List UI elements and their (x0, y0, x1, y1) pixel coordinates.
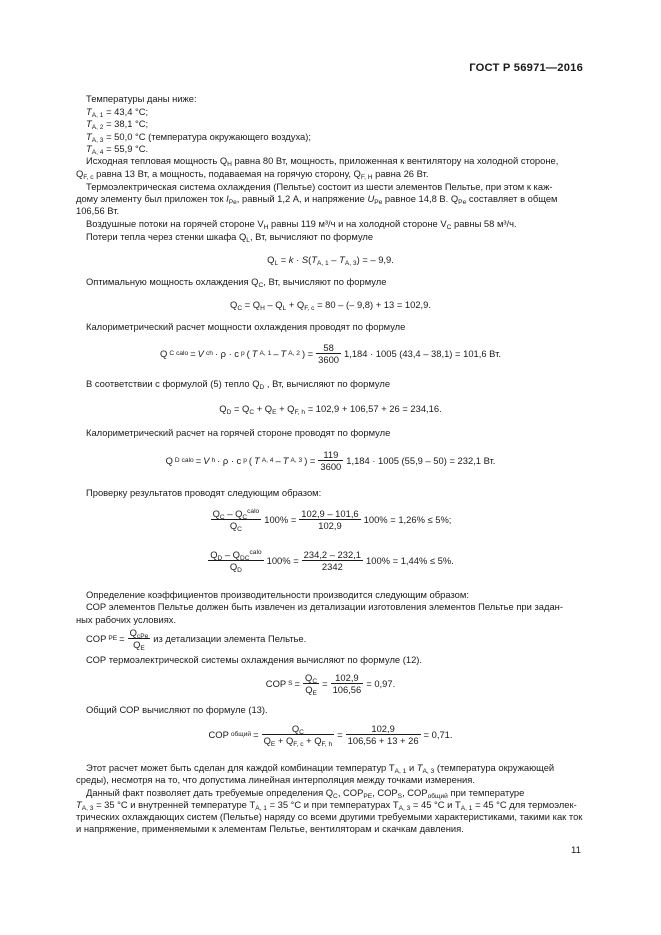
para-peltier-2: дому элементу был приложен ток $I_{Pe}$, равный 1,2 А, и напряжение $U_{Pe}$ равное 14,8 В. $Q_{Pe}$ составляет в общем (76, 193, 558, 206)
para-fact: Данный факт позволяет дать требуемые определения $Q_C$, $COP_{PE}$, $COP_S$, $COP_{общий}$ при температуре (86, 787, 525, 800)
para-peltier: Термоэлектрическая система охлаждения (Пельтье) состоит из шести элементов Пельтье, при этом к каж- (86, 181, 553, 192)
para-check: Проверку результатов проводят следующим образом: (86, 487, 322, 498)
para-cop-definition: Определение коэффициентов производительности производится следующим образом: (86, 589, 469, 600)
para-cooling: Оптимальную мощность охлаждения $Q_C$, Вт, вычисляют по формуле (86, 276, 387, 289)
equation-3: Q C calo = V ch · ρ · c p ( T A, 1 – T A, 2 ) = $\frac{58}{3600}$ 1,184 · 1005 (43,4 – 38,1) = 101,6 Вт. (160, 342, 501, 365)
temps-intro: Температуры даны ниже: (86, 93, 197, 104)
page-number: 11 (571, 845, 581, 856)
para-heat-qd: В соответствии с формулой (5) тепло $Q_D$ , Вт, вычисляют по формуле (86, 378, 391, 391)
para-airflow: Воздушные потоки на горячей стороне $V_H$ равны 119 м³/ч и на холодной стороне $V_C$ равны 58 м³/ч. (86, 218, 517, 231)
temp-t1: $T_{A, 1} = 43,4$ °C; (86, 106, 149, 119)
para-fact-2: $T_{A, 3} = 35$ °C и внутренней температуре $T_{A, 1} = 35$ °C и при температурах $T_{A, 3} = 45$ °C и $T_{A, 1} = 45$ °C для термоэлек- (76, 799, 577, 812)
para-combination: Этот расчет может быть сделан для каждой комбинации температур $T_{A, 1}$ и $T_{A, 3}$ (температура окружающей (86, 762, 555, 775)
para-hot-side: Калориметрический расчет на горячей стороне проводят по формуле (86, 427, 391, 438)
equation-10: COP общий = $\frac{Q_C}{Q_E + Q_{F, c} + Q_{F, h}}$ = $\frac{102,9}{106,56 + 13 + 26}$ = 0,71. (208, 723, 453, 748)
equation-6: $\frac{Q_C - Q_C^{calo}}{Q_C}$ 100% = $\frac{102,9 - 101,6}{102,9}$ 100% = 1,26% ≤ 5%; (212, 508, 452, 533)
temp-t2: $T_{A, 2} = 38,1$ °C; (86, 118, 149, 131)
equation-5: Q D calo = V h · ρ · c p ( T A, 4 – T A, 3 ) = $\frac{119}{3600}$ 1,184 · 1005 (55,9 – 50) = 232,1 Вт. (165, 449, 496, 472)
para-fact-3: трических охлаждающих систем (Пельтье) наряду со всеми другими требуемыми характеристиками, такими как ток (76, 811, 583, 822)
para-heat-power: Исходная тепловая мощность $Q_H$ равна 80 Вт, мощность, приложенная к вентилятору на холодной стороне, (86, 155, 559, 168)
para-cop-system: СОР термоэлектрической системы охлаждения вычисляют по формуле (12). (86, 654, 423, 665)
equation-9: COP S = $\frac{Q_C}{Q_E}$ = $\frac{102,9}{106,56}$ = 0,97. (265, 672, 396, 697)
temp-t3: $T_{A, 3} = 50,0$ °C (температура окружающего воздуха); (86, 131, 311, 144)
equation-4: $Q_D = Q_C + Q_E + Q_{F, h} = 102,9 + 106,57 + 26 = 234,16$. (219, 403, 442, 416)
para-wall-loss: Потери тепла через стенки шкафа $Q_L$, Вт, вычисляют по формуле (86, 231, 374, 244)
para-cop-total: Общий СОР вычисляют по формуле (13). (86, 704, 268, 715)
temp-t4: $T_{A, 4} = 55,9$ °C. (86, 143, 149, 156)
standard-header: ГОСТ Р 56971—2016 (469, 62, 583, 74)
para-peltier-3: 106,56 Вт. (76, 205, 120, 216)
equation-8: COP PE = $\frac{Q_{cPe}}{Q_E}$ из детализации элемента Пельтье. (86, 627, 307, 652)
para-heat-power-2: $Q_{F, c}$ равна 13 Вт, а мощность, подаваемая на горячую сторону, $Q_{F, H}$ равна 26 Вт. (76, 168, 429, 181)
para-combination-2: среды), несмотря на то, что допустима линейная интерполяция между точками измерения. (76, 774, 475, 785)
para-fact-4: и напряжение, применяемыми к элементам Пельтье, вентиляторам и скачкам давления. (76, 823, 464, 834)
para-cop-peltier-2: ных рабочих условиях. (76, 614, 177, 625)
para-calorimetric: Калориметрический расчет мощности охлаждения проводят по формуле (86, 321, 406, 332)
equation-1: $Q_L = k \cdot S(T_{A, 1} - T_{A, 3})$ = – 9,9. (267, 254, 394, 267)
equation-2: $Q_C = Q_H - Q_L + Q_{F, c} = 80$ – (– 9,8) + 13 = 102,9. (230, 299, 431, 312)
para-cop-peltier: СОР элементов Пельтье должен быть извлечен из детализации изготовления элементов Пельтье при задан- (86, 601, 563, 612)
equation-7: $\frac{Q_D - Q_{DC}^{calo}}{Q_D}$ 100% = $\frac{234,2 - 232,1}{2342}$ 100% = 1,44% ≤ 5%. (210, 549, 454, 574)
